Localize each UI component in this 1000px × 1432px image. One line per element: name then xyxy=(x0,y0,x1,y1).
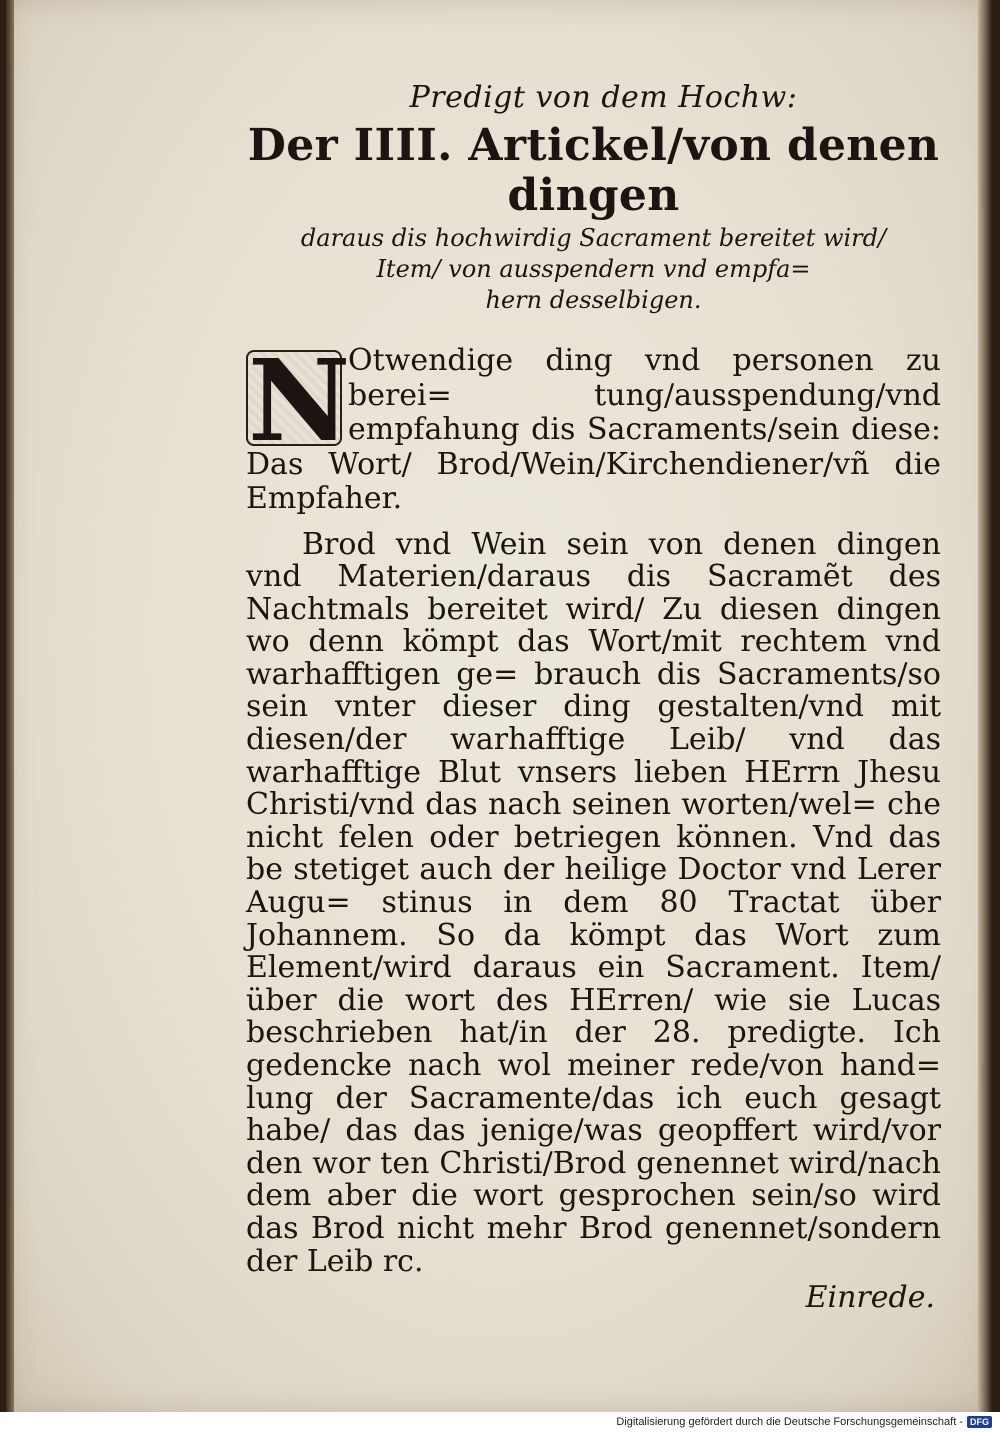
subtitle-line: hern desselbigen. xyxy=(485,286,702,314)
running-head: Predigt von dem Hochw: xyxy=(409,80,798,115)
article-subtitle xyxy=(246,223,941,316)
opening-paragraph-text: Otwendige ding vnd personen zu berei= tung/ausspendung/vnd empfahung dis Sacraments/sein diese: Das Wort/ Brod/Wein/Kirchendiener/vñ die Empfaher. xyxy=(246,343,941,516)
article-title: Der IIII. Artickel/von denen dingen xyxy=(247,120,940,221)
binding-edge xyxy=(6,0,14,1412)
dfg-logo: DFG xyxy=(967,1416,992,1428)
funding-credit: Digitalisierung gefördert durch die Deutsche Forschungsgemeinschaft - xyxy=(616,1416,963,1428)
opening-paragraph xyxy=(246,336,941,517)
paper-sheet xyxy=(6,0,992,1412)
digitization-footer xyxy=(0,1412,1000,1432)
text-block xyxy=(246,80,941,1315)
body-paragraph: Brod vnd Wein sein von denen dingen vnd Materien/daraus dis Sacramẽt des Nachtmals bereitet wird/ Zu diesen dingen wo denn kömpt das Wort/mit rechtem vnd warhafftigen ge= brauch dis Sacraments/so sein vnter dieser ding gestalten/vnd mit diesen/der warhafftige Leib/ vnd das warhafftige Blut vnsers lieben HErrn Jhesu Christi/vnd das nach seinen worten/wel= che nicht felen oder betriegen können. Vnd das be stetiget auch der heilige Doctor vnd Lerer Augu= stinus in dem 80 Tractat über Johannem. So da kömpt das Wort zum Element/wird daraus ein Sacrament. Item/über die wort des HErren/ wie sie Lucas beschrieben hat/in der 28. predigte. Ich gedencke nach wol meiner rede/von hand= lung der Sacramente/das ich euch gesagt habe/ das das jenige/was geopffert wird/vor den wor ten Christi/Brod genennet wird/nach dem aber die wort gesprochen sein/so wird das Brod nicht mehr Brod genennet/sondern der Leib rc. xyxy=(246,526,941,1279)
catchword: Einrede. xyxy=(805,1280,935,1316)
decorated-initial: N xyxy=(248,336,351,467)
subtitle-line: daraus dis hochwirdig Sacrament bereitet wird/ xyxy=(300,224,887,252)
subtitle-line: Item/ von ausspendern vnd empfa= xyxy=(376,255,811,283)
page-edge xyxy=(978,0,992,1412)
